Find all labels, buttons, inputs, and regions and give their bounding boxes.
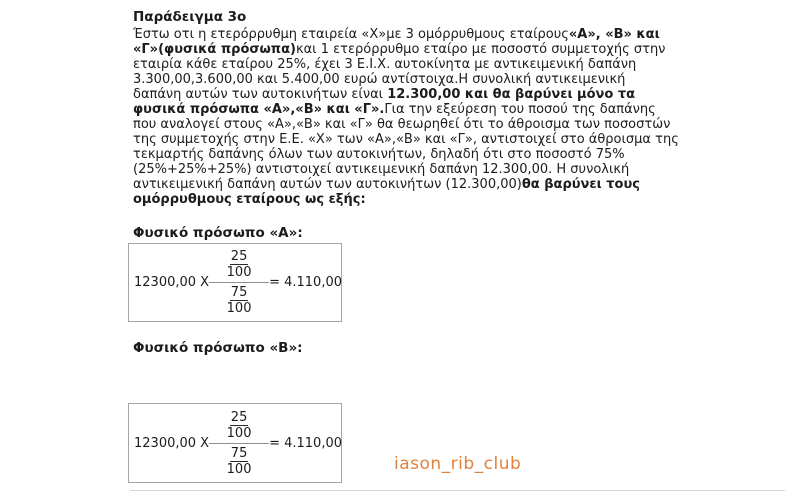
paragraph-line	[133, 72, 679, 87]
text-run: τεκμαρτής δαπάνης όλων των αυτοκινήτων, δηλαδή ότι στο ποσοστό 75%	[133, 147, 625, 162]
fraction-bottom-denominator: 100	[226, 301, 252, 316]
paragraph-line	[133, 132, 679, 147]
fraction-bar	[209, 282, 269, 283]
section-label-person-a: Φυσικό πρόσωπο «Α»:	[133, 225, 303, 241]
fraction-bottom-denominator: 100	[226, 461, 252, 477]
text-run: αντικειμενική δαπάνη αυτών των αυτοκινήτων (12.300,00)	[133, 177, 522, 192]
section-label-person-b: Φυσικό πρόσωπο «Β»:	[133, 340, 303, 356]
paragraph-line	[133, 192, 679, 207]
fraction-top-numerator: 25	[230, 409, 248, 425]
text-run: δαπάνη αυτών των αυτοκινήτων είναι	[133, 87, 388, 102]
formula-operand: 12300,00 X	[134, 435, 210, 451]
text-run-bold: θα βαρύνει τους	[521, 177, 640, 192]
text-run-bold: «Α», «Β» και	[568, 27, 660, 42]
fraction-top	[227, 249, 252, 280]
text-run-bold: 12.300,00 και θα βαρύνει μόνο τα	[387, 87, 636, 102]
paragraph-line	[133, 147, 679, 162]
text-run-bold: ομόρρυθμους εταίρους ως εξής:	[133, 192, 366, 207]
paragraph-line	[133, 162, 679, 177]
fraction-bottom	[227, 285, 252, 316]
text-run: εταιρία κάθε εταίρου 25%, έχει 3 Ε.Ι.Χ. αυτοκίνητα με αντικειμενική δαπάνη	[133, 57, 637, 72]
body-paragraph	[133, 27, 679, 207]
text-run: 3.300,00,3.600,00 και 5.400,00 ευρώ αντίστοιχα.Η συνολική αντικειμενική	[133, 72, 626, 87]
paragraph-line	[133, 27, 679, 42]
fraction-top-denominator: 100	[226, 425, 252, 441]
fraction-top	[227, 410, 252, 441]
text-run-bold: φυσικά πρόσωπα «Α»,«Β» και «Γ».	[133, 102, 385, 117]
fraction-bottom-numerator: 75	[230, 445, 248, 461]
fraction-bottom	[227, 446, 252, 477]
text-run: Έστω οτι η ετερόρρυθμη εταιρεία «Χ»με 3 ομόρρυθμους εταίρους	[133, 27, 569, 42]
compound-fraction	[209, 410, 269, 477]
fraction-bottom-numerator: 75	[230, 285, 248, 300]
formula-operand: 12300,00 X	[134, 275, 210, 290]
text-run: της συμμετοχής στην Ε.Ε. «Χ» των «Α»,«Β» και «Γ», αντιστοιχεί στο άθροισμα της	[133, 132, 679, 147]
paragraph-line	[133, 87, 679, 102]
formula-box-person-a	[128, 243, 342, 322]
text-run: (25%+25%+25%) αντιστοιχεί αντικειμενική δαπάνη 12.300,00. Η συνολική	[133, 162, 630, 177]
text-run-bold: «Γ»(φυσικά πρόσωπα)	[133, 42, 296, 57]
fraction-top-numerator: 25	[230, 249, 248, 264]
formula-result: = 4.110,00	[269, 435, 342, 451]
fraction-top-denominator: 100	[226, 265, 252, 280]
watermark: iason_rib_club	[394, 454, 522, 474]
paragraph-line	[133, 57, 679, 72]
formula-result: = 4.110,00	[269, 275, 342, 290]
fraction-bar	[209, 443, 269, 444]
paragraph-line	[133, 102, 679, 117]
cut-off-table-edge	[130, 490, 785, 491]
formula-box-person-b	[128, 403, 342, 483]
paragraph-line	[133, 117, 679, 132]
paragraph-line	[133, 177, 679, 192]
page-title: Παράδειγμα 3ο	[133, 9, 247, 25]
text-run: και 1 ετερόρρυθμο εταίρο με ποσοστό συμμετοχής στην	[295, 42, 666, 57]
compound-fraction	[209, 249, 269, 316]
text-run: που αναλογεί στους «Α»,«Β» και «Γ» θα θεωρηθεί ότι το άθροισμα των ποσοστών	[133, 117, 671, 132]
text-run: Για την εξεύρεση του ποσού της δαπάνης	[384, 102, 656, 117]
paragraph-line	[133, 42, 679, 57]
